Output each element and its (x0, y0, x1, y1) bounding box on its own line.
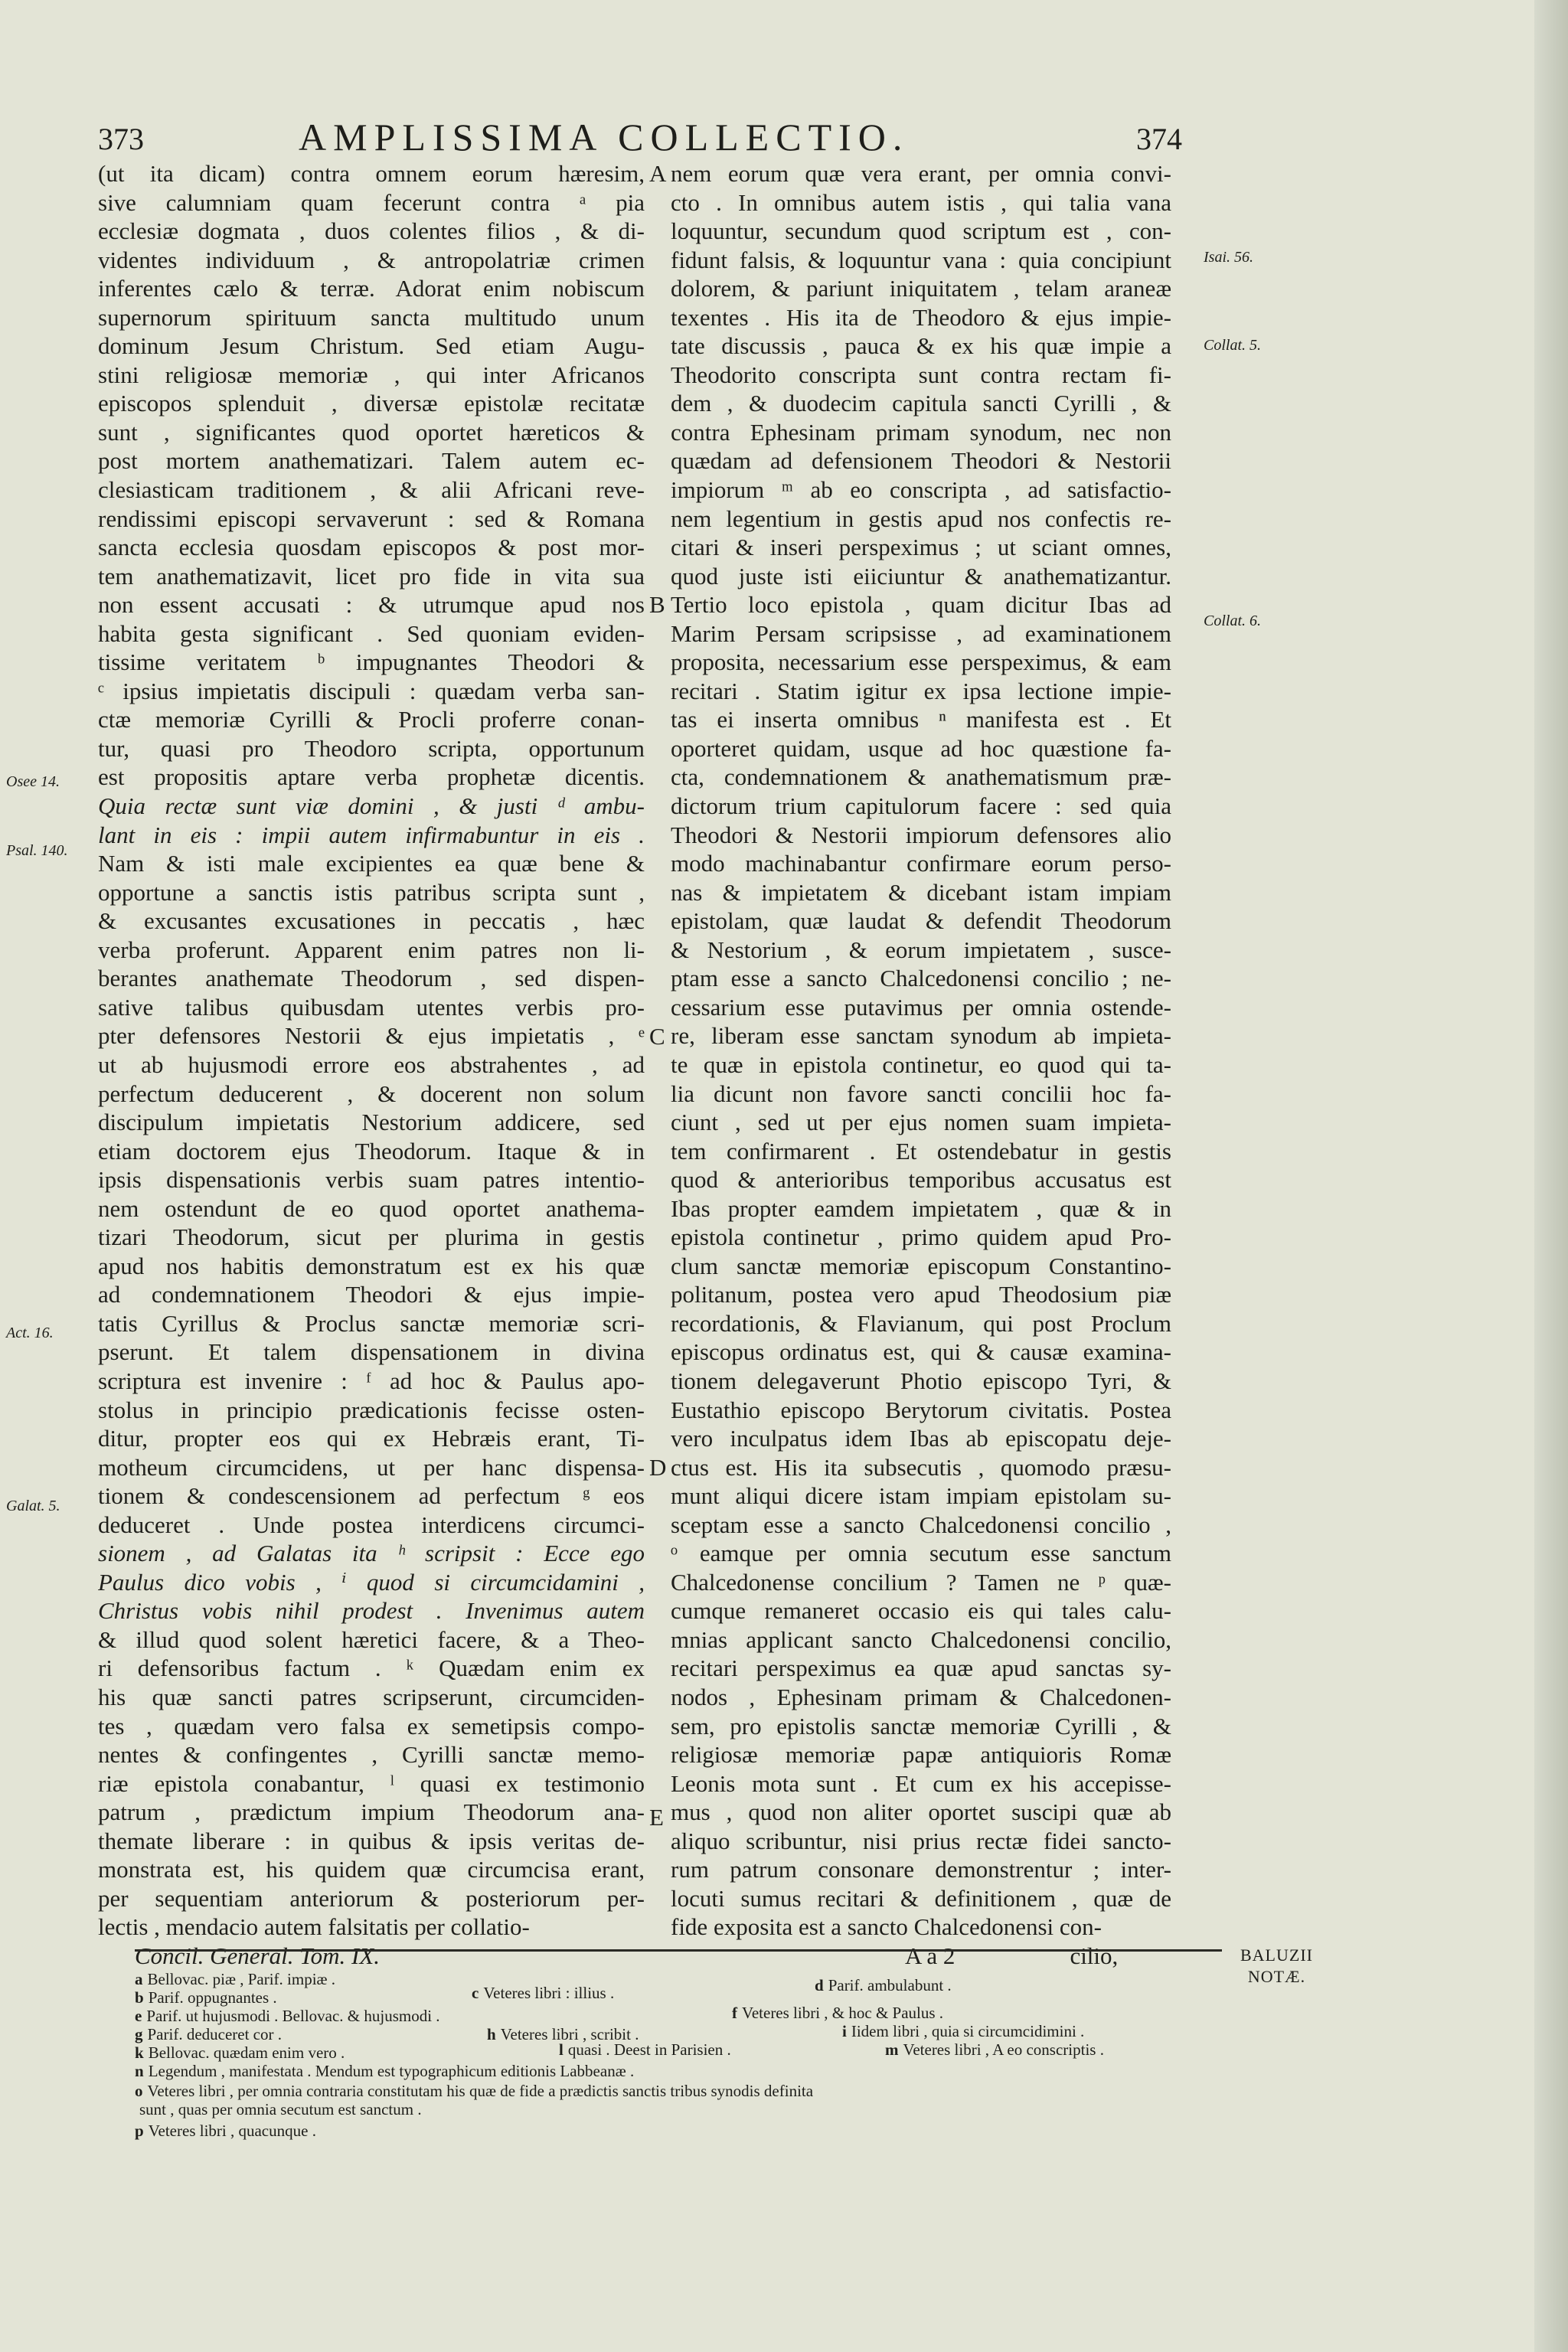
text-line: nem legentium in gestis apud nos confectis re- (671, 505, 1171, 532)
text-line: episcopos splenduit , diversæ epistolæ recitatæ (98, 390, 645, 417)
text-line: mus , quod non aliter oportet suscipi quæ ab (671, 1798, 1171, 1826)
text-line: fidunt falsis, & loquuntur vana : quia concipiunt (671, 246, 1171, 273)
footnote-text: Veteres libri , & hoc & Paulus . (742, 2004, 944, 2022)
footnote (135, 2043, 345, 2063)
text-line: Eustathio episcopo Berytorum civitatis. Postea (671, 1396, 1171, 1423)
page-number-left: 373 (98, 122, 144, 156)
text-line: sionem , ad Galatas ita ʰ scripsit : Ecce ego (98, 1540, 645, 1567)
text-line: etiam doctorem ejus Theodorum. Itaque & in (98, 1137, 645, 1165)
section-letter-d: D (649, 1454, 667, 1481)
text-line: quod & anterioribus temporibus accusatus est (671, 1166, 1171, 1194)
left-text-column (98, 159, 645, 1970)
text-line: cto . In omnibus autem istis , qui talia vana (671, 188, 1171, 216)
text-line: Nam & isti male excipientes ea quæ bene & (98, 850, 645, 877)
footnote (135, 2099, 422, 2119)
text-line: recitari . Statim igitur ex ipsa lectione impie- (671, 677, 1171, 704)
text-line: tate discussis , pauca & ex his quæ impie a (671, 332, 1171, 360)
text-line: cta, condemnationem & anathematismum præ- (671, 763, 1171, 791)
margin-ref-isaiah: Isai. 56. (1204, 249, 1253, 266)
text-line: tes , quædam vero falsa ex semetipsis compo- (98, 1712, 645, 1740)
text-line: (ut ita dicam) contra omnem eorum hæresim, (98, 160, 645, 187)
text-line: munt aliqui dicere istam impiam epistolam su- (671, 1482, 1171, 1510)
text-line: non essent accusati : & utrumque apud nos (98, 591, 645, 619)
text-line: Christus vobis nihil prodest . Invenimus autem (98, 1597, 645, 1625)
text-line: religiosæ memoriæ papæ antiquioris Romæ (671, 1741, 1171, 1769)
notes-heading-line1: BALUZII (1240, 1945, 1313, 1965)
footnote-text: Legendum , manifestata . Mendum est typographicum editionis Labbeanæ . (148, 2062, 635, 2080)
text-line: mnias applicant sancto Chalcedonensi concilio, (671, 1625, 1171, 1653)
page-binding-edge (1534, 0, 1568, 2352)
text-line: clesiasticam traditionem , & alii Africani reve- (98, 476, 645, 504)
text-line: loquuntur, secundum quod scriptum est , con- (671, 217, 1171, 245)
text-line: est propositis aptare verba prophetæ dicentis. (98, 763, 645, 791)
text-line: aliquo scribuntur, nisi prius rectæ fidei sancto- (671, 1827, 1171, 1854)
text-line: rendissimi episcopi servaverunt : sed & Romana (98, 505, 645, 532)
text-line: ditur, propter eos qui ex Hebræis erant, Ti- (98, 1425, 645, 1452)
text-line: ciunt , sed ut per ejus nomen suam impieta- (671, 1109, 1171, 1136)
text-line: verba proferunt. Apparent enim patres non li- (98, 936, 645, 963)
footnote (135, 2081, 813, 2101)
text-line: tatis Cyrillus & Proclus sanctæ memoriæ scri- (98, 1309, 645, 1337)
section-letter-a: A (649, 160, 667, 187)
footnote-label: l (559, 2040, 564, 2059)
text-line: te quæ in epistola continetur, eo quod qui ta- (671, 1050, 1171, 1078)
text-line: oporteret quidam, usque ad hoc quæstione fa- (671, 734, 1171, 762)
footnote-label: h (487, 2025, 496, 2043)
text-line: politanum, postea vero apud Theodosium piæ (671, 1281, 1171, 1308)
text-line: Theodori & Nestorii impiorum defensores alio (671, 821, 1171, 848)
text-line: Tertio loco epistola , quam dicitur Ibas ad (671, 591, 1171, 619)
text-line: Chalcedonense concilium ? Tamen ne ᵖ quæ- (671, 1568, 1171, 1596)
text-line: tissime veritatem ᵇ impugnantes Theodori & (98, 648, 645, 676)
text-line: Paulus dico vobis , ⁱ quod si circumcidamini , (98, 1568, 645, 1596)
text-line: Ibas propter eamdem impietatem , quæ & in (671, 1194, 1171, 1222)
text-line: nas & impietatem & dicebant istam impiam (671, 878, 1171, 906)
footnote (135, 2024, 282, 2044)
text-line: Marim Persam scripsisse , ad examinationem (671, 619, 1171, 647)
text-line: recitari perspeximus ea quæ apud sanctas sy- (671, 1655, 1171, 1682)
text-line: fide exposita est a sancto Chalcedonensi con- (671, 1913, 1102, 1941)
margin-ref-psalm: Psal. 140. (6, 842, 68, 859)
margin-ref-galatians: Galat. 5. (6, 1498, 60, 1514)
footnote (472, 1983, 614, 2003)
text-line: inferentes cælo & terræ. Adorat enim nobiscum (98, 275, 645, 302)
text-line: stolus in principio prædicationis fecisse osten- (98, 1396, 645, 1423)
text-line: habita gesta significant . Sed quoniam eviden- (98, 619, 645, 647)
footnote-label: n (135, 2062, 144, 2080)
text-line: Leonis mota sunt . Et cum ex his accepisse- (671, 1769, 1171, 1797)
footnote-text: Parif. deduceret cor . (147, 2025, 282, 2043)
text-line: post mortem anathematizari. Talem autem ec- (98, 447, 645, 475)
notes-heading (1240, 1945, 1313, 1988)
notes-heading-line2: NOTÆ. (1247, 1967, 1306, 1986)
text-line: proposita, necessarium esse perspeximus, & eam (671, 648, 1171, 676)
text-line: nodos , Ephesinam primam & Chalcedonen- (671, 1683, 1171, 1710)
text-line: tizari Theodorum, sicut per plurima in gestis (98, 1223, 645, 1251)
footnote-text: Bellovac. quædam enim vero . (148, 2043, 345, 2062)
footnote-text: Iidem libri , quia si circumcidimini . (851, 2022, 1085, 2040)
text-line: riæ epistola conabantur, ˡ quasi ex testimonio (98, 1769, 645, 1797)
text-line: tas ei inserta omnibus ⁿ manifesta est . Et (671, 706, 1171, 733)
footnote (135, 2006, 440, 2026)
text-line: & excusantes excusationes in peccatis , hæc (98, 907, 645, 935)
footnote-text: sunt , quas per omnia secutum est sanctum . (139, 2100, 422, 2118)
footnote-label: m (885, 2040, 899, 2059)
footnote-label: a (135, 1970, 143, 1988)
text-line: dolorem, & pariunt iniquitatem , telam araneæ (671, 275, 1171, 302)
right-text-column (671, 159, 1171, 1970)
margin-ref-osee: Osee 14. (6, 773, 60, 790)
text-line: episcopus ordinatus est, qui & causæ examina- (671, 1338, 1171, 1366)
text-line: epistola continetur , primo quidem apud Pro- (671, 1223, 1171, 1251)
text-line: stini religiosæ memoriæ , qui inter Africanos (98, 361, 645, 388)
footnote-label: g (135, 2025, 143, 2043)
text-line: Theodorito conscripta sunt contra rectam fi- (671, 361, 1171, 388)
footnote-text: Parif. ut hujusmodi . Bellovac. & hujusmodi . (146, 2007, 440, 2025)
text-line: impiorum ᵐ ab eo conscripta , ad satisfactio- (671, 476, 1171, 504)
text-line: vero inculpatus idem Ibas ab episcopatu deje- (671, 1425, 1171, 1452)
text-line: ctæ memoriæ Cyrilli & Procli proferre conan- (98, 706, 645, 733)
footnote-text: Veteres libri , per omnia contraria constitutam his quæ de fide a prædictis sanctis tribus synodis definita (147, 2082, 814, 2100)
text-line: dominum Jesum Christum. Sed etiam Augu- (98, 332, 645, 360)
text-line: ad condemnationem Theodori & ejus impie- (98, 1281, 645, 1308)
footnote-text: Bellovac. piæ , Parif. impiæ . (147, 1970, 336, 1988)
footnote (885, 2040, 1104, 2060)
text-line: cumque remaneret occasio eis qui tales calu- (671, 1597, 1171, 1625)
text-line: opportune a sanctis istis patribus scripta sunt , (98, 878, 645, 906)
text-line: tionem & condescensionem ad perfectum ᵍ eos (98, 1482, 645, 1510)
text-line: videntes individuum , & antropolatriæ crimen (98, 246, 645, 273)
text-line: texentes . His ita de Theodoro & ejus impie- (671, 303, 1171, 331)
text-line: sancta ecclesia quosdam episcopos & post mor- (98, 534, 645, 561)
footnote (815, 1975, 952, 1995)
text-line: sunt , significantes quod oportet hæreticos & (98, 418, 645, 446)
footnote-text: Parif. ambulabunt . (828, 1976, 952, 1994)
footnote-label: d (815, 1976, 824, 1994)
page-number-right: 374 (1136, 122, 1182, 156)
text-line: perfectum deducerent , & docerent non solum (98, 1080, 645, 1107)
footnote (135, 2121, 316, 2141)
footnote (135, 1969, 335, 1989)
text-line: ᶜ ipsius impietatis discipuli : quædam verba san- (98, 677, 645, 704)
text-line: ri defensoribus factum . ᵏ Quædam enim ex (98, 1655, 645, 1682)
text-line: rum patrum consonare demonstrentur ; inter- (671, 1856, 1171, 1883)
footnote-text: Veteres libri , A eo conscriptis . (903, 2040, 1104, 2059)
text-line: lant in eis : impii autem infirmabuntur in eis . (98, 821, 645, 848)
catch-line (671, 1942, 1171, 1971)
text-line: epistolam, quæ laudat & defendit Theodorum (671, 907, 1171, 935)
catchword: cilio, (1070, 1942, 1119, 1969)
text-line: ptam esse a sancto Chalcedonensi concilio ; ne- (671, 965, 1171, 992)
text-line: deduceret . Unde postea interdicens circumci- (98, 1511, 645, 1538)
text-line: sceptam esse a sancto Chalcedonensi concilio , (671, 1511, 1171, 1538)
footnote-rule (135, 1949, 1222, 1952)
text-line: berantes anathemate Theodorum , sed dispen- (98, 965, 645, 992)
text-line: ctus est. His ita subsecutis , quomodo præsu- (671, 1453, 1171, 1481)
text-line: quod juste isti eiiciuntur & anathematizantur. (671, 562, 1171, 590)
text-line: tem anathematizavit, licet pro fide in vita sua (98, 562, 645, 590)
text-line: per sequentiam anteriorum & posteriorum per- (98, 1884, 645, 1912)
text-line: contra Ephesinam primam synodum, nec non (671, 418, 1171, 446)
text-line: nentes & confingentes , Cyrilli sanctæ memo- (98, 1741, 645, 1769)
footnote (135, 1988, 277, 2007)
text-line: monstrata est, his quidem quæ circumcisa erant, (98, 1856, 645, 1883)
text-line: ᵒ eamque per omnia secutum esse sanctum (671, 1540, 1171, 1567)
text-line: tur, quasi pro Theodoro scripta, opportunum (98, 734, 645, 762)
text-line: tem confirmarent . Et ostendebatur in gestis (671, 1137, 1171, 1165)
footnote-text: quasi . Deest in Parisien . (567, 2040, 731, 2059)
footnote-label: f (732, 2004, 737, 2022)
text-line: lectis , mendacio autem falsitatis per collatio- (98, 1913, 530, 1941)
text-line: locuti sumus recitari & definitionem , quæ de (671, 1884, 1171, 1912)
running-title: AMPLISSIMA COLLECTIO. (299, 116, 910, 158)
margin-ref-acts: Act. 16. (6, 1325, 54, 1341)
text-line: modo machinabantur confirmare eorum perso- (671, 850, 1171, 877)
footnote-label: i (842, 2022, 847, 2040)
text-line: ut ab hujusmodi errore eos abstrahentes , ad (98, 1050, 645, 1078)
text-line: his quæ sancti patres scripserunt, circumciden- (98, 1683, 645, 1710)
text-line: citari & inseri perspeximus ; ut sciant omnes, (671, 534, 1171, 561)
section-letter-c: C (649, 1023, 665, 1050)
text-line: & Nestorium , & eorum impietatem , susce- (671, 936, 1171, 963)
footnote-label: c (472, 1984, 479, 2002)
text-line: cessarium esse putavimus per omnia ostende- (671, 993, 1171, 1021)
text-line: pserunt. Et talem dispensationem in divina (98, 1338, 645, 1366)
text-line: sem, pro epistolis sanctæ memoriæ Cyrilli , & (671, 1712, 1171, 1740)
text-line: ecclesiæ dogmata , duos colentes filios , & di- (98, 217, 645, 245)
text-line: clum sanctæ memoriæ episcopum Constantino- (671, 1252, 1171, 1279)
footnote-label: b (135, 1988, 144, 2007)
margin-ref-collatio-6: Collat. 6. (1204, 612, 1262, 629)
footnote (559, 2040, 731, 2060)
text-line: scriptura est invenire : ᶠ ad hoc & Paulus apo- (98, 1367, 645, 1394)
text-line: pter defensores Nestorii & ejus impietatis , ᵉ (98, 1022, 645, 1050)
text-line: discipulum impietatis Nestorium addicere, sed (98, 1109, 645, 1136)
text-line: Quia rectæ sunt viæ domini , & justi ᵈ ambu- (98, 792, 645, 820)
footnote-label: e (135, 2007, 142, 2025)
margin-ref-collatio-5: Collat. 5. (1204, 337, 1262, 354)
text-line: sive calumniam quam fecerunt contra ᵃ pia (98, 188, 645, 216)
text-line: & illud quod solent hæretici facere, & a Theo- (98, 1625, 645, 1653)
text-line: quædam ad defensionem Theodori & Nestorii (671, 447, 1171, 475)
footnote-label: k (135, 2043, 144, 2062)
text-line: lia dicunt non favore sancti concilii hoc fa- (671, 1080, 1171, 1107)
text-line: patrum , prædictum impium Theodorum ana- (98, 1798, 645, 1826)
footnote-label: o (135, 2082, 143, 2100)
footnote-label: p (135, 2122, 144, 2140)
footnote-text: Parif. oppugnantes . (148, 1988, 277, 2007)
text-line: nem ostendunt de eo quod oportet anathema- (98, 1194, 645, 1222)
volume-signature: Concil. General. Tom. IX. (135, 1942, 381, 1969)
section-letter-e: E (649, 1804, 664, 1831)
text-line: apud nos habitis demonstratum est ex his quæ (98, 1252, 645, 1279)
text-line: dictorum trium capitulorum facere : sed quia (671, 792, 1171, 820)
gathering-signature: A a 2 (905, 1942, 956, 1969)
text-line: ipsis dispensationis verbis suam patres intentio- (98, 1166, 645, 1194)
text-line: nem eorum quæ vera erant, per omnia convi- (671, 160, 1171, 187)
text-line: supernorum spirituum sancta multitudo unum (98, 303, 645, 331)
text-line: re, liberam esse sanctam synodum ab impieta- (671, 1022, 1171, 1050)
footnote-text: Veteres libri : illius . (483, 1984, 615, 2002)
footnote (842, 2021, 1084, 2041)
text-line: dem , & duodecim capitula sancti Cyrilli , & (671, 390, 1171, 417)
text-line: sative talibus quibusdam utentes verbis pro- (98, 993, 645, 1021)
footnote (135, 2061, 634, 2081)
text-line: tionem delegaverunt Photio episcopo Tyri, & (671, 1367, 1171, 1394)
footnote (732, 2003, 943, 2023)
footnote-text: Veteres libri , quacunque . (148, 2122, 316, 2140)
footnote-text: Veteres libri , scribit . (500, 2025, 639, 2043)
text-line: themate liberare : in quibus & ipsis veritas de- (98, 1827, 645, 1854)
section-letter-b: B (649, 591, 665, 618)
text-line: recordationis, & Flavianum, qui post Proclum (671, 1309, 1171, 1337)
text-line: motheum circumcidens, ut per hanc dispensa- (98, 1453, 645, 1481)
